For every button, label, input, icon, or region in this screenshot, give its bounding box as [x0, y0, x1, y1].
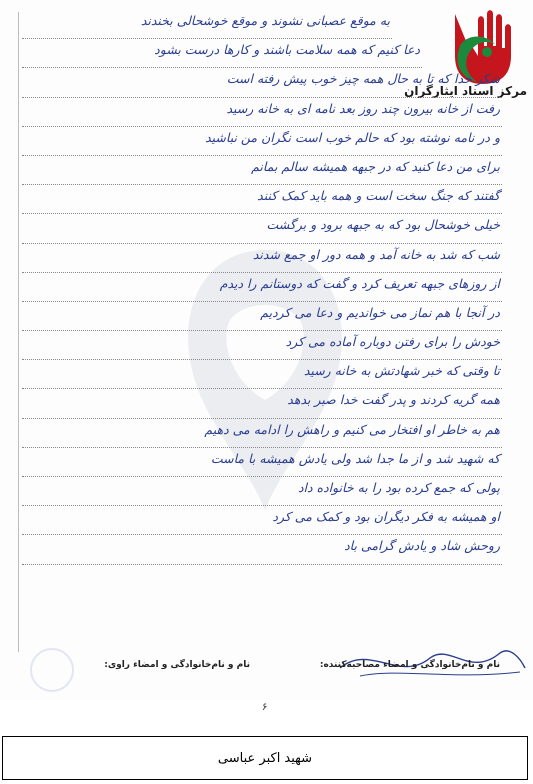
manuscript-line: روحش شاد و یادش گرامی باد [22, 535, 502, 564]
page-number: ۶ [262, 702, 268, 713]
manuscript-line: و در نامه نوشته بود که حالم خوب است نگران من نباشید [22, 127, 502, 156]
manuscript-line: خودش را برای رفتن دوباره آماده می کرد [22, 331, 502, 360]
interviewer-label: نام و نام‌خانوادگی و امضاء مصاحبه‌کننده: [319, 660, 500, 670]
manuscript-line: پولی که جمع کرده بود را به خانواده داد [22, 477, 502, 506]
manuscript-line: خیلی خوشحال بود که به جبهه برود و برگشت [22, 214, 502, 243]
logo-caption: مرکز اسناد ایثارگران [404, 84, 527, 98]
manuscript-line: در آنجا با هم نماز می خواندیم و دعا می کردیم [22, 302, 502, 331]
manuscript-line: شکر خدا که تا به حال همه چیز خوب پیش رفته است [22, 68, 502, 97]
caption-text: شهید اکبر عباسی [217, 750, 313, 766]
manuscript-line: از روزهای جبهه تعریف کرد و گفت که دوستانم را دیدم [22, 273, 502, 302]
manuscript-line: دعا کنیم که همه سلامت باشند و کارها درست بشود [22, 39, 422, 68]
manuscript-line: شب که شد به خانه آمد و همه دور او جمع شدند [22, 244, 502, 273]
manuscript-line: همه گریه کردند و پدر گفت خدا صبر بدهد [22, 389, 502, 418]
manuscript-line: برای من دعا کنید که در جبهه همیشه سالم بمانم [22, 156, 502, 185]
manuscript-line: گفتند که جنگ سخت است و همه باید کمک کنند [22, 185, 502, 214]
manuscript-line: رفت از خانه بیرون چند روز بعد نامه ای به خانه رسید [22, 98, 502, 127]
margin-rule [18, 12, 19, 652]
manuscript-line: تا وقتی که خبر شهادتش به خانه رسید [22, 360, 502, 389]
narrator-label: نام و نام‌خانوادگی و امضاء راوی: [104, 660, 250, 670]
manuscript-line: او همیشه به فکر دیگران بود و کمک می کرد [22, 506, 502, 535]
manuscript-line: که شهید شد و از ما جدا شد ولی یادش همیشه با ماست [22, 448, 502, 477]
manuscript-lines [22, 10, 502, 565]
signature-labels [60, 660, 500, 680]
manuscript-line: هم به خاطر او افتخار می کنیم و راهش را ادامه می دهیم [22, 419, 502, 448]
caption-box [2, 736, 528, 780]
manuscript-line: به موقع عصبانی نشوند و موقع خوشحالی بخندند [22, 10, 392, 39]
